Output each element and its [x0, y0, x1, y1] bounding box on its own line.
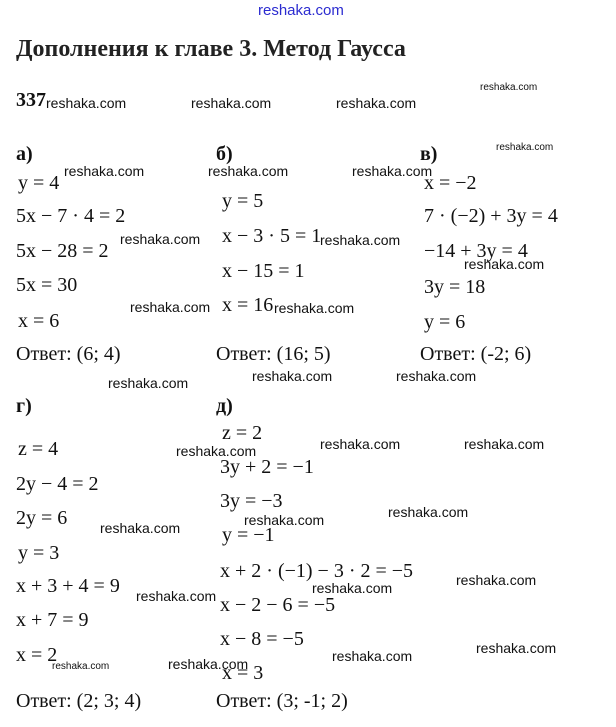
part-a-line: y = 4 — [18, 172, 60, 194]
part-g-line: 2y − 4 = 2 — [16, 473, 99, 495]
watermark: reshaka.com — [176, 443, 257, 459]
watermark: reshaka.com — [120, 231, 201, 247]
part-a-line: x = 6 — [18, 310, 60, 332]
part-d-line: x − 2 − 6 = −5 — [220, 594, 336, 616]
part-d-line: z = 2 — [222, 422, 263, 444]
watermark: reshaka.com — [456, 572, 537, 588]
part-v-answer: Ответ: (-2; 6) — [420, 343, 532, 365]
watermark: reshaka.com — [64, 163, 145, 179]
watermark: reshaka.com — [136, 588, 217, 604]
part-v-line: −14 + 3y = 4 — [424, 240, 528, 262]
part-g-line: x + 7 = 9 — [16, 609, 89, 631]
part-g-line: x = 2 — [16, 644, 58, 666]
part-d-line: x − 8 = −5 — [220, 628, 304, 650]
site-link[interactable]: reshaka.com — [258, 2, 344, 19]
watermark: reshaka.com — [464, 436, 545, 452]
part-b-line: x − 3 · 5 = 1 — [222, 225, 322, 247]
part-v-line: 3y = 18 — [424, 276, 486, 298]
watermark: reshaka.com — [191, 95, 272, 111]
watermark: reshaka.com — [208, 163, 289, 179]
watermark: reshaka.com — [130, 299, 211, 315]
part-g-line: 2y = 6 — [16, 507, 68, 529]
part-a-line: 5x = 30 — [16, 274, 78, 296]
watermark: reshaka.com — [168, 656, 249, 672]
chapter-title: Дополнения к главе 3. Метод Гаусса — [16, 36, 406, 62]
part-a-line: 5x − 7 · 4 = 2 — [16, 205, 126, 227]
part-v-line: 7 · (−2) + 3y = 4 — [424, 205, 558, 227]
watermark: reshaka.com — [46, 95, 127, 111]
watermark: reshaka.com — [332, 648, 413, 664]
part-g-label: г) — [16, 395, 32, 417]
part-d-answer: Ответ: (3; -1; 2) — [216, 690, 348, 712]
watermark: reshaka.com — [464, 256, 545, 272]
watermark: reshaka.com — [320, 232, 401, 248]
part-b-line: y = 5 — [222, 190, 264, 212]
part-d-line: 3y = −3 — [220, 490, 283, 512]
watermark: reshaka.com — [52, 661, 110, 672]
watermark: reshaka.com — [352, 163, 433, 179]
part-v-label: в) — [420, 143, 438, 165]
part-d-line: x = 3 — [222, 662, 264, 684]
part-g-line: z = 4 — [18, 438, 59, 460]
part-b-answer: Ответ: (16; 5) — [216, 343, 331, 365]
part-v-line: y = 6 — [424, 311, 466, 333]
part-d-line: x + 2 · (−1) − 3 · 2 = −5 — [220, 560, 414, 582]
watermark: reshaka.com — [320, 436, 401, 452]
part-b-label: б) — [216, 143, 233, 165]
watermark: reshaka.com — [274, 300, 355, 316]
watermark: reshaka.com — [100, 520, 181, 536]
watermark: reshaka.com — [388, 504, 469, 520]
watermark: reshaka.com — [244, 512, 325, 528]
watermark: reshaka.com — [108, 375, 189, 391]
part-d-line: 3y + 2 = −1 — [220, 456, 314, 478]
part-g-line: x + 3 + 4 = 9 — [16, 575, 120, 597]
watermark: reshaka.com — [336, 95, 417, 111]
watermark: reshaka.com — [476, 640, 557, 656]
part-g-answer: Ответ: (2; 3; 4) — [16, 690, 142, 712]
watermark: reshaka.com — [480, 82, 538, 93]
problem-number: 337 — [16, 89, 46, 111]
part-b-line: x − 15 = 1 — [222, 260, 305, 282]
watermark: reshaka.com — [312, 580, 393, 596]
part-g-line: y = 3 — [18, 542, 60, 564]
watermark: reshaka.com — [396, 368, 477, 384]
part-d-line: y = −1 — [222, 524, 275, 546]
part-v-line: x = −2 — [424, 172, 477, 194]
part-a-label: а) — [16, 143, 33, 165]
part-a-line: 5x − 28 = 2 — [16, 240, 109, 262]
part-b-line: x = 16 — [222, 294, 274, 316]
part-d-label: д) — [216, 395, 233, 417]
part-a-answer: Ответ: (6; 4) — [16, 343, 121, 365]
watermark: reshaka.com — [252, 368, 333, 384]
watermark: reshaka.com — [496, 142, 554, 153]
